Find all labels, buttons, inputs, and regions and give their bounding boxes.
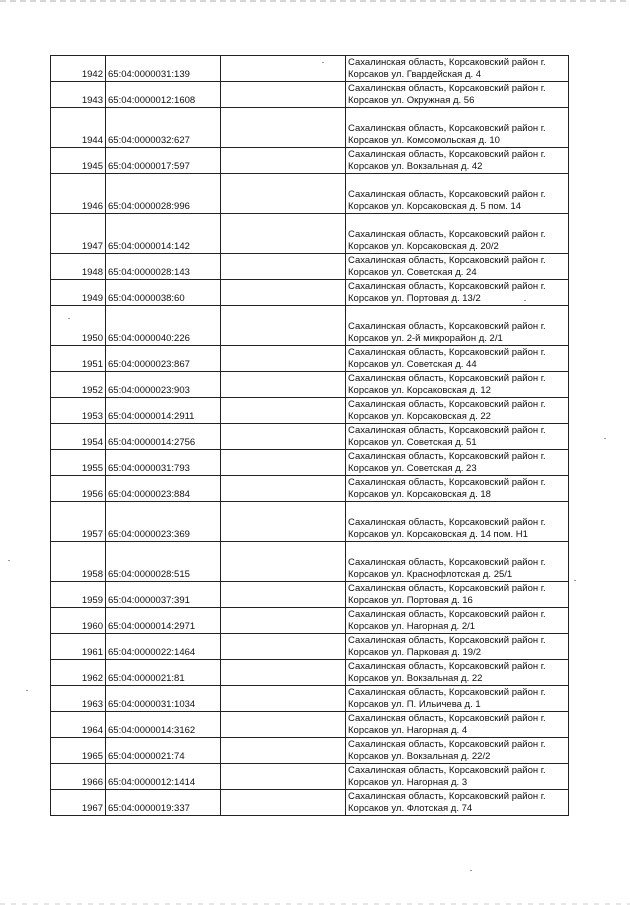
- table-row: [51, 346, 569, 372]
- row-number-cell: 1962: [51, 660, 106, 686]
- cadastral-number-cell: 65:04:0000031:139: [106, 56, 221, 82]
- address-cell: [346, 56, 569, 82]
- table-row: [51, 608, 569, 634]
- table-row: [51, 686, 569, 712]
- row-number-cell: 1967: [51, 790, 106, 816]
- table-row: [51, 476, 569, 502]
- address-line-street: Корсаков ул. 2-й микрорайон д. 2/1: [348, 333, 503, 344]
- address-line-street: Корсаков ул. П. Ильичева д. 1: [348, 699, 481, 710]
- empty-cell: [221, 764, 346, 790]
- address-line-street: Корсаков ул. Советская д. 23: [348, 463, 477, 474]
- address-line-region: Сахалинская область, Корсаковский район г.: [348, 399, 546, 410]
- row-number-cell: 1943: [51, 82, 106, 108]
- cadastral-number-cell: 65:04:0000012:1608: [106, 82, 221, 108]
- table-row: [51, 582, 569, 608]
- registry-table-body: [51, 56, 569, 816]
- empty-cell: [221, 686, 346, 712]
- table-row: [51, 424, 569, 450]
- address-cell: [346, 82, 569, 108]
- empty-cell: [221, 660, 346, 686]
- cadastral-number-cell: 65:04:0000014:142: [106, 214, 221, 254]
- empty-cell: [221, 424, 346, 450]
- empty-cell: [221, 542, 346, 582]
- address-cell: [346, 712, 569, 738]
- address-line-street: Корсаков ул. Нагорная д. 2/1: [348, 621, 476, 632]
- table-row: [51, 306, 569, 346]
- address-cell: [346, 582, 569, 608]
- empty-cell: [221, 450, 346, 476]
- row-number-cell: 1955: [51, 450, 106, 476]
- address-line-region: Сахалинская область, Корсаковский район г.: [348, 281, 546, 292]
- cadastral-number-cell: 65:04:0000014:2756: [106, 424, 221, 450]
- empty-cell: [221, 608, 346, 634]
- address-line-region: Сахалинская область, Корсаковский район г.: [348, 83, 546, 94]
- cadastral-number-cell: 65:04:0000032:627: [106, 108, 221, 148]
- table-row: [51, 450, 569, 476]
- address-line-street: Корсаков ул. Гвардейская д. 4: [348, 69, 482, 80]
- address-line-street: Корсаков ул. Корсаковская д. 22: [348, 411, 491, 422]
- empty-cell: [221, 306, 346, 346]
- row-number-cell: 1960: [51, 608, 106, 634]
- row-number-cell: 1959: [51, 582, 106, 608]
- empty-cell: [221, 254, 346, 280]
- address-line-region: Сахалинская область, Корсаковский район г.: [348, 451, 546, 462]
- address-cell: [346, 346, 569, 372]
- address-line-street: Корсаков ул. Флотская д. 74: [348, 803, 473, 814]
- address-line-region: Сахалинская область, Корсаковский район г.: [348, 373, 546, 384]
- row-number-cell: 1966: [51, 764, 106, 790]
- address-cell: [346, 476, 569, 502]
- table-row: [51, 398, 569, 424]
- address-cell: [346, 306, 569, 346]
- cadastral-number-cell: 65:04:0000021:74: [106, 738, 221, 764]
- address-line-street: Корсаков ул. Парковая д. 19/2: [348, 647, 481, 658]
- address-line-region: Сахалинская область, Корсаковский район г.: [348, 791, 546, 802]
- address-line-region: Сахалинская область, Корсаковский район г.: [348, 765, 546, 776]
- cadastral-number-cell: 65:04:0000017:597: [106, 148, 221, 174]
- empty-cell: [221, 346, 346, 372]
- empty-cell: [221, 174, 346, 214]
- address-cell: [346, 634, 569, 660]
- cadastral-number-cell: 65:04:0000014:2911: [106, 398, 221, 424]
- cadastral-number-cell: 65:04:0000038:60: [106, 280, 221, 306]
- table-row: [51, 82, 569, 108]
- address-line-region: Сахалинская область, Корсаковский район г.: [348, 347, 546, 358]
- cadastral-number-cell: 65:04:0000031:1034: [106, 686, 221, 712]
- empty-cell: [221, 56, 346, 82]
- address-line-street: Корсаков ул. Комсомольская д. 10: [348, 135, 500, 146]
- address-line-street: Корсаков ул. Портовая д. 13/2: [348, 293, 481, 304]
- address-cell: [346, 254, 569, 280]
- address-line-street: Корсаков ул. Корсаковская д. 14 пом. Н1: [348, 529, 528, 540]
- cadastral-number-cell: 65:04:0000028:515: [106, 542, 221, 582]
- row-number-cell: 1964: [51, 712, 106, 738]
- address-line-street: Корсаков ул. Советская д. 24: [348, 267, 477, 278]
- address-cell: [346, 280, 569, 306]
- table-row: [51, 660, 569, 686]
- row-number-cell: 1963: [51, 686, 106, 712]
- cadastral-number-cell: 65:04:0000028:996: [106, 174, 221, 214]
- cadastral-number-cell: 65:04:0000023:903: [106, 372, 221, 398]
- address-line-street: Корсаков ул. Советская д. 51: [348, 437, 477, 448]
- address-line-region: Сахалинская область, Корсаковский район г.: [348, 609, 546, 620]
- empty-cell: [221, 790, 346, 816]
- address-cell: [346, 148, 569, 174]
- address-line-street: Корсаков ул. Вокзальная д. 42: [348, 161, 483, 172]
- property-registry-table: [50, 55, 569, 816]
- table-row: [51, 254, 569, 280]
- cadastral-number-cell: 65:04:0000031:793: [106, 450, 221, 476]
- row-number-cell: 1958: [51, 542, 106, 582]
- cadastral-number-cell: 65:04:0000019:337: [106, 790, 221, 816]
- address-cell: [346, 398, 569, 424]
- address-line-street: Корсаков ул. Вокзальная д. 22/2: [348, 751, 491, 762]
- empty-cell: [221, 634, 346, 660]
- scan-edge-top: [0, 0, 630, 2]
- table-row: [51, 764, 569, 790]
- row-number-cell: 1953: [51, 398, 106, 424]
- table-row: [51, 790, 569, 816]
- empty-cell: [221, 82, 346, 108]
- empty-cell: [221, 738, 346, 764]
- row-number-cell: 1950: [51, 306, 106, 346]
- cadastral-number-cell: 65:04:0000040:226: [106, 306, 221, 346]
- address-cell: [346, 790, 569, 816]
- address-line-region: Сахалинская область, Корсаковский район г.: [348, 425, 546, 436]
- address-line-region: Сахалинская область, Корсаковский район г.: [348, 255, 546, 266]
- address-line-street: Корсаков ул. Нагорная д. 4: [348, 725, 468, 736]
- address-cell: [346, 660, 569, 686]
- address-line-region: Сахалинская область, Корсаковский район г.: [348, 57, 546, 68]
- address-cell: [346, 214, 569, 254]
- row-number-cell: 1956: [51, 476, 106, 502]
- row-number-cell: 1942: [51, 56, 106, 82]
- table-row: [51, 712, 569, 738]
- address-line-region: Сахалинская область, Корсаковский район г.: [348, 123, 546, 134]
- address-line-street: Корсаков ул. Вокзальная д. 22: [348, 673, 483, 684]
- empty-cell: [221, 476, 346, 502]
- row-number-cell: 1948: [51, 254, 106, 280]
- row-number-cell: 1944: [51, 108, 106, 148]
- cadastral-number-cell: 65:04:0000028:143: [106, 254, 221, 280]
- row-number-cell: 1961: [51, 634, 106, 660]
- address-line-region: Сахалинская область, Корсаковский район г.: [348, 149, 546, 160]
- address-line-street: Корсаков ул. Корсаковская д. 20/2: [348, 241, 499, 252]
- table-row: [51, 372, 569, 398]
- table-row: [51, 634, 569, 660]
- address-line-street: Корсаков ул. Корсаковская д. 18: [348, 489, 491, 500]
- address-cell: [346, 764, 569, 790]
- table-row: [51, 502, 569, 542]
- address-line-street: Корсаков ул. Окружная д. 56: [348, 95, 475, 106]
- address-cell: [346, 686, 569, 712]
- address-line-region: Сахалинская область, Корсаковский район г.: [348, 229, 546, 240]
- address-line-region: Сахалинская область, Корсаковский район г.: [348, 321, 546, 332]
- row-number-cell: 1965: [51, 738, 106, 764]
- table-row: [51, 542, 569, 582]
- address-cell: [346, 502, 569, 542]
- table-row: [51, 56, 569, 82]
- address-line-street: Корсаков ул. Корсаковская д. 5 пом. 14: [348, 201, 522, 212]
- address-line-region: Сахалинская область, Корсаковский район г.: [348, 583, 546, 594]
- row-number-cell: 1957: [51, 502, 106, 542]
- table-row: [51, 174, 569, 214]
- row-number-cell: 1945: [51, 148, 106, 174]
- empty-cell: [221, 372, 346, 398]
- address-line-region: Сахалинская область, Корсаковский район г.: [348, 635, 546, 646]
- row-number-cell: 1946: [51, 174, 106, 214]
- address-line-region: Сахалинская область, Корсаковский район г.: [348, 687, 546, 698]
- address-line-street: Корсаков ул. Нагорная д. 3: [348, 777, 468, 788]
- cadastral-number-cell: 65:04:0000023:369: [106, 502, 221, 542]
- address-line-region: Сахалинская область, Корсаковский район г.: [348, 661, 546, 672]
- table-row: [51, 214, 569, 254]
- address-line-region: Сахалинская область, Корсаковский район г.: [348, 739, 546, 750]
- row-number-cell: 1951: [51, 346, 106, 372]
- empty-cell: [221, 214, 346, 254]
- table-row: [51, 148, 569, 174]
- address-line-street: Корсаков ул. Советская д. 44: [348, 359, 477, 370]
- empty-cell: [221, 582, 346, 608]
- address-cell: [346, 424, 569, 450]
- address-line-street: Корсаков ул. Портовая д. 16: [348, 595, 473, 606]
- table-row: [51, 738, 569, 764]
- row-number-cell: 1954: [51, 424, 106, 450]
- address-cell: [346, 108, 569, 148]
- cadastral-number-cell: 65:04:0000023:867: [106, 346, 221, 372]
- row-number-cell: 1949: [51, 280, 106, 306]
- address-line-region: Сахалинская область, Корсаковский район г.: [348, 713, 546, 724]
- empty-cell: [221, 280, 346, 306]
- empty-cell: [221, 502, 346, 542]
- table-row: [51, 280, 569, 306]
- cadastral-number-cell: 65:04:0000023:884: [106, 476, 221, 502]
- address-line-region: Сахалинская область, Корсаковский район г.: [348, 517, 546, 528]
- address-cell: [346, 542, 569, 582]
- address-line-region: Сахалинская область, Корсаковский район г.: [348, 477, 546, 488]
- address-line-street: Корсаков ул. Корсаковская д. 12: [348, 385, 491, 396]
- cadastral-number-cell: 65:04:0000022:1464: [106, 634, 221, 660]
- row-number-cell: 1952: [51, 372, 106, 398]
- cadastral-number-cell: 65:04:0000014:2971: [106, 608, 221, 634]
- address-line-region: Сахалинская область, Корсаковский район г.: [348, 557, 546, 568]
- address-cell: [346, 738, 569, 764]
- address-cell: [346, 608, 569, 634]
- empty-cell: [221, 148, 346, 174]
- cadastral-number-cell: 65:04:0000037:391: [106, 582, 221, 608]
- cadastral-number-cell: 65:04:0000021:81: [106, 660, 221, 686]
- table-row: [51, 108, 569, 148]
- cadastral-number-cell: 65:04:0000012:1414: [106, 764, 221, 790]
- empty-cell: [221, 398, 346, 424]
- empty-cell: [221, 108, 346, 148]
- address-line-street: Корсаков ул. Краснофлотская д. 25/1: [348, 569, 513, 580]
- row-number-cell: 1947: [51, 214, 106, 254]
- cadastral-number-cell: 65:04:0000014:3162: [106, 712, 221, 738]
- address-line-region: Сахалинская область, Корсаковский район г.: [348, 189, 546, 200]
- address-cell: [346, 174, 569, 214]
- address-cell: [346, 450, 569, 476]
- empty-cell: [221, 712, 346, 738]
- address-cell: [346, 372, 569, 398]
